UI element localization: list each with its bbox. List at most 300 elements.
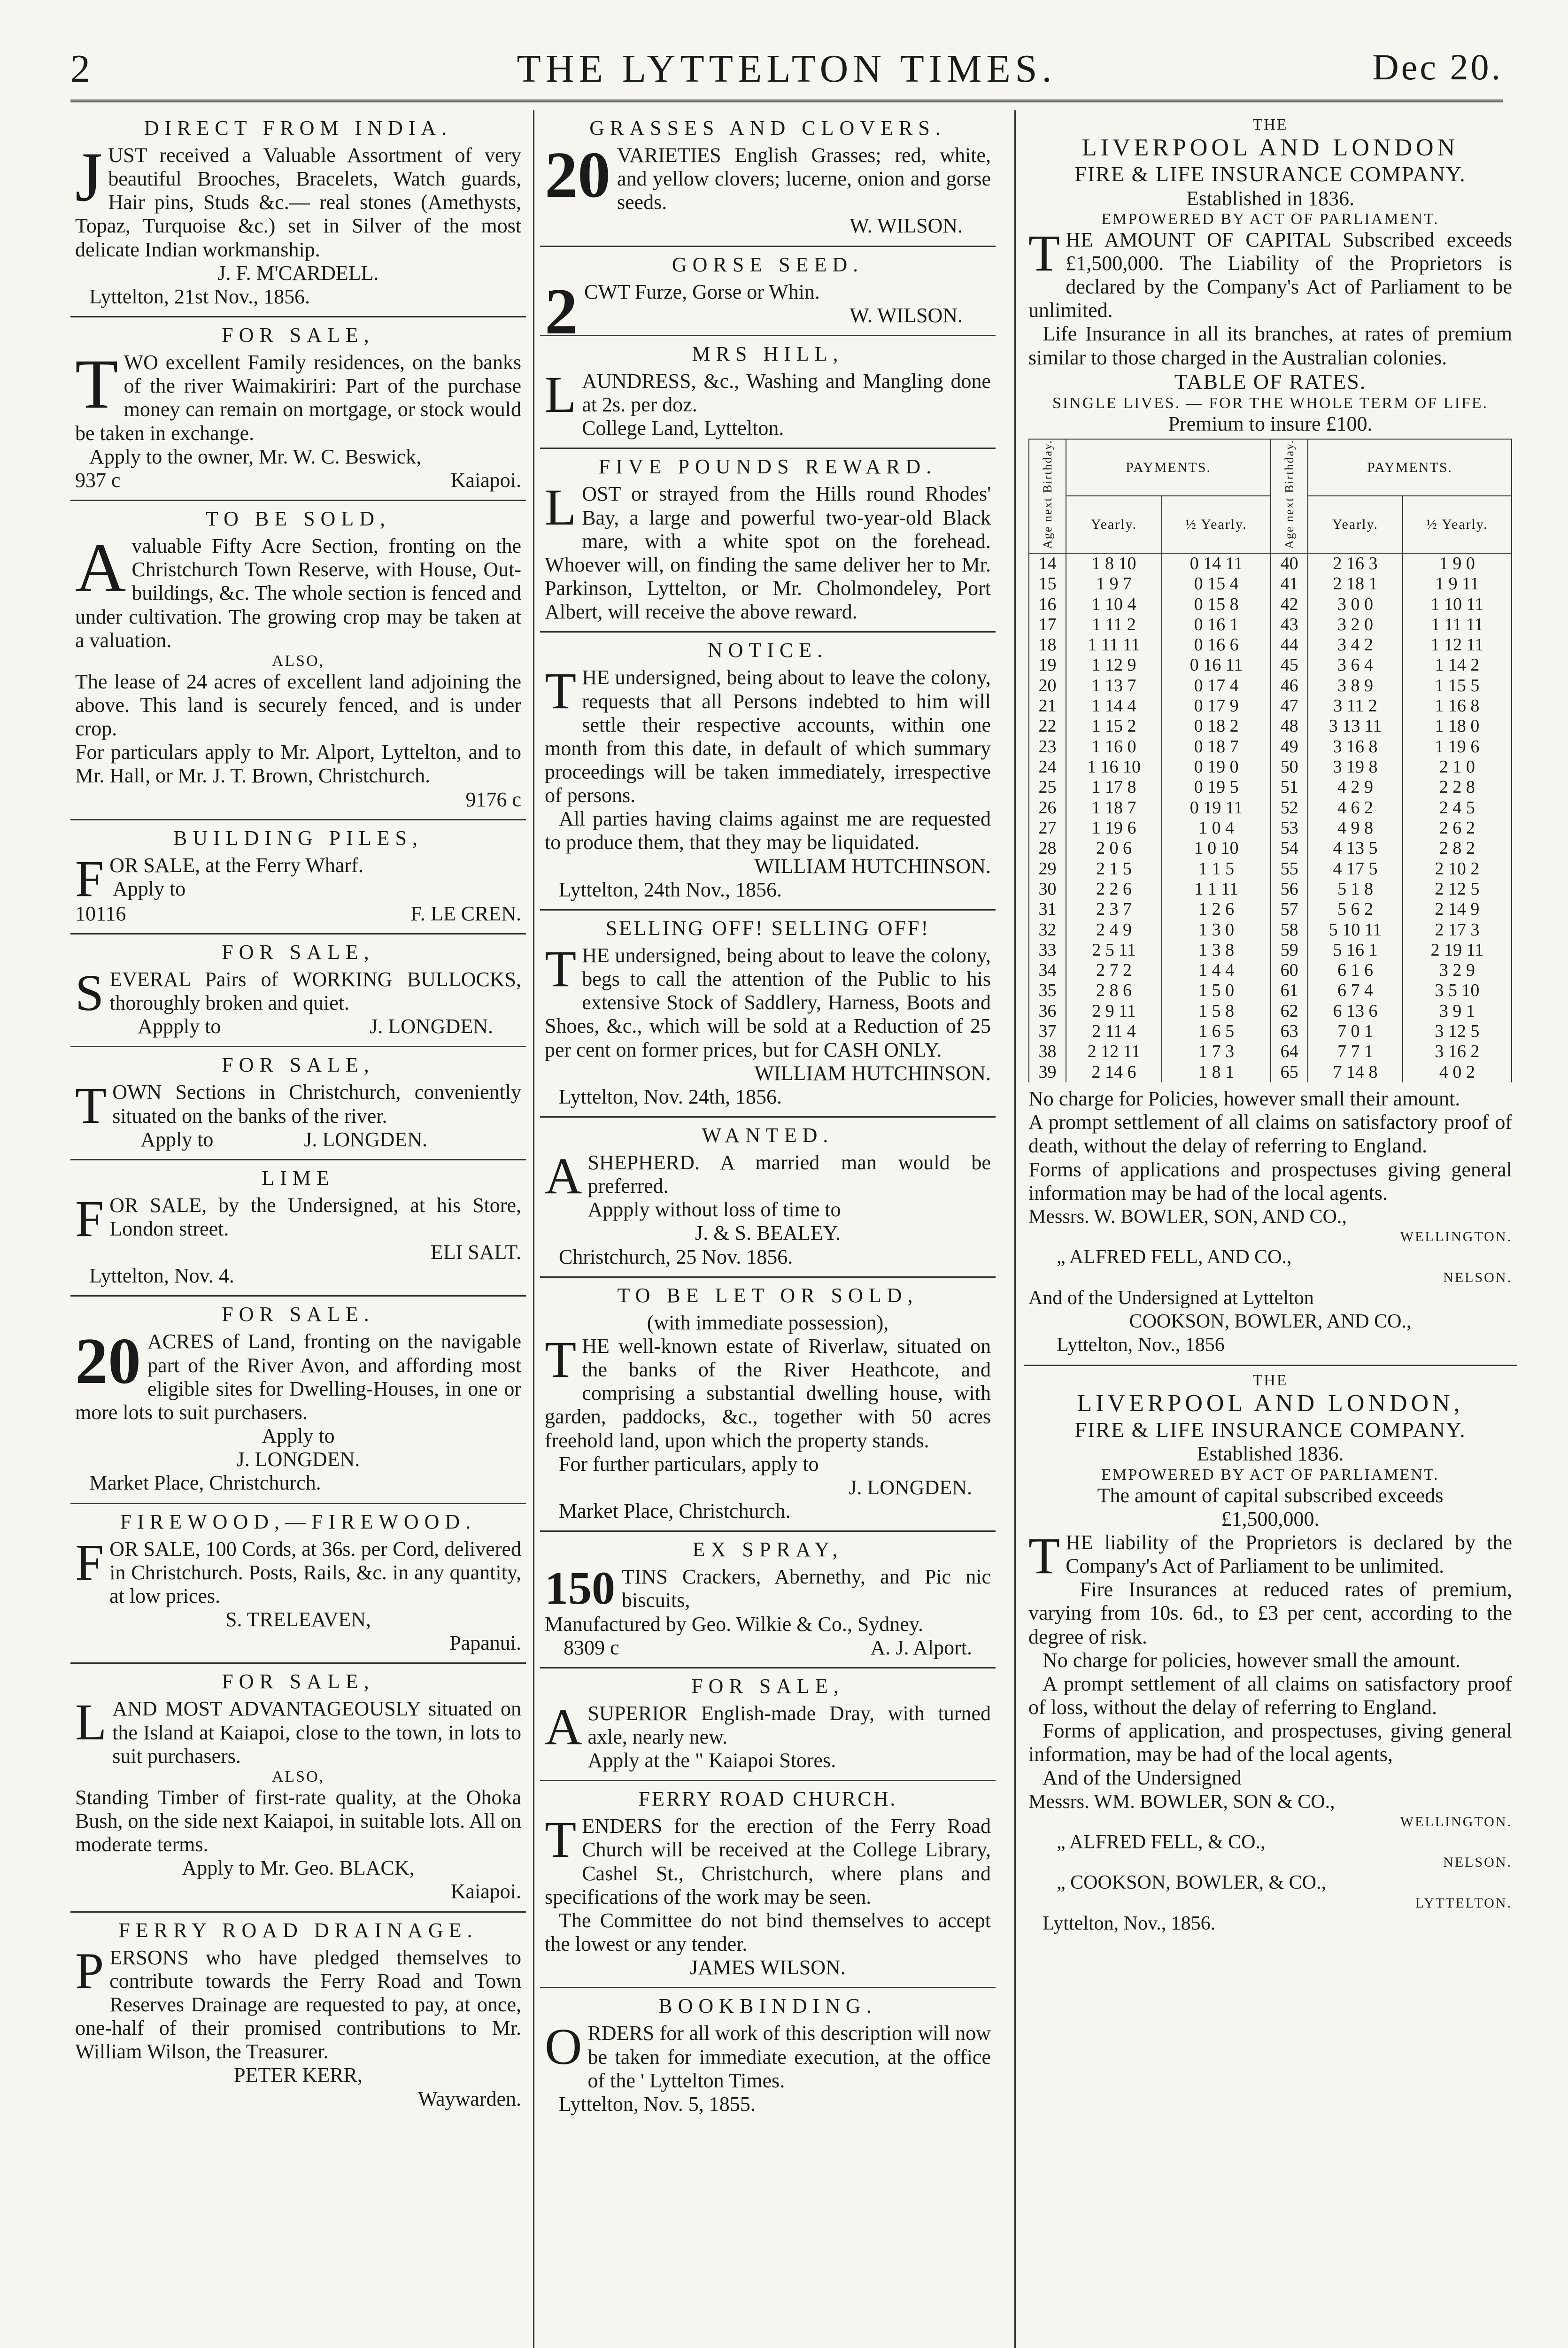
half-yearly-cell: 1 1 5 [1162,859,1271,879]
age-cell: 49 [1271,737,1308,757]
rates-row [1029,777,1512,797]
advert-address: Market Place, Christchurch. [559,1499,791,1523]
yearly-cell: 1 12 9 [1066,655,1162,675]
advert-heading: FOR SALE, [222,940,375,964]
advert-body: VARIETIES English Grasses; red, white, and yellow clovers; lucerne, onion and gorse seeds. [617,144,991,214]
half-yearly-cell: 1 9 0 [1403,553,1512,574]
half-yearly-cell: 1 18 0 [1403,716,1512,736]
yearly-cell: 1 16 10 [1066,757,1162,777]
half-yearly-cell: 4 0 2 [1403,1062,1512,1082]
advert-body: TINS Crackers, Abernethy, and Pic nic biscuits, [622,1565,991,1612]
half-yearly-cell: 1 3 0 [1162,920,1271,940]
advert-dateline: Lyttelton, Nov. 5, 1855. [559,2092,756,2116]
advert-signature: S. TRELEAVEN, [225,1608,371,1631]
age-cell: 63 [1271,1021,1308,1042]
advert-body: For further particulars, apply to [559,1452,819,1475]
table-premium: Premium to insure £100. [1168,412,1373,435]
advert-heading: FOR SALE, [691,1674,844,1698]
payments-header: PAYMENTS. [1066,439,1271,496]
age-cell: 57 [1271,899,1308,919]
advert-grasses-and-clovers [540,110,996,246]
table-subtitle: SINGLE LIVES. — FOR THE WHOLE TERM OF LIFE. [1052,394,1488,412]
age-cell: 43 [1271,615,1308,635]
advert-body: AUNDRESS, &c., Washing and Mangling done at 2s. per doz. [582,369,991,417]
rates-row [1029,1001,1512,1021]
drop-cap: F [75,1189,104,1247]
advert-body: OWN Sections in Christchurch, conveniently situated on the banks of the river. [112,1081,521,1128]
half-yearly-cell: 2 6 2 [1403,818,1512,838]
yearly-cell: 5 1 8 [1308,879,1403,899]
advert-heading: DIRECT FROM INDIA. [144,116,453,139]
half-yearly-cell: 1 1 11 [1162,879,1271,899]
rates-row [1029,981,1512,1001]
yearly-cell: 7 0 1 [1308,1021,1403,1042]
yearly-cell: 3 4 2 [1308,635,1403,655]
half-yearly-cell: 3 12 5 [1403,1021,1512,1042]
advert-body: HE well-known estate of Riverlaw, situated on the banks of the River Heathcote, and comprising a substantial dwelling house, with garden, paddocks, &c., together with 50 acres freehold land, upon which the property stands. [545,1334,991,1452]
drop-cap: A [545,1147,582,1205]
advert-signature: PETER KERR, [234,2063,363,2087]
advert-signature: W. WILSON. [850,214,963,238]
page-number: 2 [70,47,90,91]
half-yearly-cell: 1 7 3 [1162,1042,1271,1062]
rates-table [1028,439,1512,1082]
advert-heading: TO BE SOLD, [206,507,391,531]
age-cell: 44 [1271,635,1308,655]
half-yearly-cell: 0 15 8 [1162,595,1271,615]
half-yearly-cell: 2 4 5 [1403,798,1512,818]
half-yearly-cell: 3 16 2 [1403,1042,1512,1062]
advert-heading: LIVERPOOL AND LONDON, [1077,1390,1464,1417]
age-cell: 16 [1029,595,1066,615]
advert-heading: NOTICE. [707,639,828,662]
advert-place: Kaiapoi. [450,468,521,492]
advert-for-sale-residences [70,316,526,500]
advert-body: Apply at the " Kaiapoi Stores. [587,1749,836,1772]
rates-row [1029,574,1512,594]
half-yearly-cell: 2 17 3 [1403,920,1512,940]
half-yearly-cell: 2 1 0 [1403,757,1512,777]
rates-row [1029,859,1512,879]
advert-body: OR SALE, by the Undersigned, at his Store, London street. [109,1193,521,1240]
age-cell: 42 [1271,595,1308,615]
rates-row [1029,655,1512,675]
rates-row [1029,676,1512,696]
advert-land-kaiapoi [70,1662,526,1911]
age-cell: 22 [1029,716,1066,736]
yearly-header: Yearly. [1066,496,1162,553]
drop-cap: F [75,850,104,907]
authority-line: EMPOWERED BY ACT OF PARLIAMENT. [1101,1466,1439,1483]
age-cell: 55 [1271,859,1308,879]
yearly-cell: 1 9 7 [1066,574,1162,594]
advert-ref: 9176 c [465,788,521,811]
lead-number: 150 [545,1562,615,1614]
yearly-cell: 5 16 1 [1308,940,1403,960]
rates-row [1029,635,1512,655]
advert-body: ENDERS for the erection of the Ferry Road Church will be received at the College Library, Cashel St., Christchurch, where plans and specifications of the work may be seen. [545,1815,991,1908]
advert-dateline: Christchurch, 25 Nov. 1856. [559,1245,793,1268]
advert-place: Kaiapoi. [450,1880,521,1903]
advert-heading: FIVE POUNDS REWARD. [598,455,937,479]
advert-body: The lease of 24 acres of excellent land adjoining the above. This land is securely fenced, and is under crop. [75,670,521,741]
advert-body: A prompt settlement of all claims on satisfactory proof of loss, without the delay of referring to England. [1028,1672,1512,1719]
advert-body: All parties having claims against me are requested to produce them, that they may be liquidated. [545,807,991,854]
rates-row [1029,899,1512,919]
yearly-cell: 2 7 2 [1066,960,1162,981]
rates-row [1029,1021,1512,1042]
age-cell: 37 [1029,1021,1066,1042]
advert-body: CWT Furze, Gorse or Whin. [584,280,820,303]
half-yearly-cell: 1 5 8 [1162,1001,1271,1021]
drop-cap: T [545,1811,577,1869]
advert-signature: ELI SALT. [430,1241,521,1264]
drop-cap: T [1028,224,1060,282]
age-cell: 60 [1271,960,1308,981]
yearly-cell: 1 17 8 [1066,777,1162,797]
advert-apply: Apply to [140,1128,214,1151]
advert-selling-off [540,909,996,1116]
age-cell: 38 [1029,1042,1066,1062]
advert-ex-spray [540,1530,996,1667]
lead-number: 20 [545,139,610,211]
advert-heading: FOR SALE, [222,324,375,347]
half-yearly-cell: 2 14 9 [1403,899,1512,919]
advert-subheading: (with immediate possession), [647,1311,889,1334]
age-cell: 53 [1271,818,1308,838]
yearly-cell: 4 9 8 [1308,818,1403,838]
half-yearly-cell: 2 12 5 [1403,879,1512,899]
advert-heading: BUILDING PILES, [173,826,423,850]
column-1 [70,110,526,2348]
age-cell: 23 [1029,737,1066,757]
advert-dateline: Lyttelton, Nov., 1856 [1057,1334,1225,1356]
yearly-cell: 1 11 11 [1066,635,1162,655]
half-yearly-cell: 0 19 5 [1162,777,1271,797]
agent-entry: Messrs. WM. BOWLER, SON & CO., WELLINGTON. [1028,1791,1512,1830]
yearly-cell: 3 16 8 [1308,737,1403,757]
half-yearly-cell: 1 11 11 [1403,615,1512,635]
age-cell: 33 [1029,940,1066,960]
half-yearly-header: ½ Yearly. [1403,496,1512,553]
yearly-cell: 2 2 6 [1066,879,1162,899]
age-cell: 35 [1029,981,1066,1001]
age-cell: 64 [1271,1042,1308,1062]
age-header: Age next Birthday. [1029,439,1066,553]
advert-body: WO excellent Family residences, on the banks of the river Waimakiriri: Part of the purchase money can remain on mortgage, or stock would be taken in exchange. [75,351,521,445]
drop-cap: L [75,1693,107,1751]
yearly-cell: 1 10 4 [1066,595,1162,615]
advert-kicker: THE [1252,116,1288,133]
advert-body: Forms of application, and prospectuses, giving general information, may be had of the local agents, [1028,1719,1512,1766]
yearly-cell: 3 8 9 [1308,676,1403,696]
half-yearly-cell: 1 5 0 [1162,981,1271,1001]
advert-body: A prompt settlement of all claims on satisfactory proof of death, without the delay of referring to England. [1028,1111,1512,1158]
yearly-cell: 1 8 10 [1066,553,1162,574]
established-line: Established 1836. [1197,1442,1344,1466]
payments-header: PAYMENTS. [1308,439,1512,496]
advert-name: F. LE CREN. [410,902,521,925]
yearly-cell: 2 18 1 [1308,574,1403,594]
advert-body: Fire Insurances at reduced rates of premium, varying from 10s. 6d., to £3 per cent, according to the degree of risk. [1028,1578,1512,1648]
age-cell: 52 [1271,798,1308,818]
authority-line: EMPOWERED BY ACT OF PARLIAMENT. [1101,210,1439,228]
advert-heading: FERRY ROAD DRAINAGE. [118,1918,478,1942]
drop-cap: F [75,1533,104,1591]
yearly-cell: 6 13 6 [1308,1001,1403,1021]
half-yearly-cell: 1 15 5 [1403,676,1512,696]
advert-lime [70,1159,526,1296]
yearly-cell: 2 9 11 [1066,1001,1162,1021]
yearly-cell: 3 13 11 [1308,716,1403,736]
capital-amount: £1,500,000. [1221,1507,1320,1530]
age-cell: 30 [1029,879,1066,899]
rates-row [1029,1042,1512,1062]
advert-ref: 10116 [75,902,126,925]
rates-row [1029,818,1512,838]
rates-row [1029,920,1512,940]
age-cell: 25 [1029,777,1066,797]
lead-number: 2 [545,275,578,348]
half-yearly-header: ½ Yearly. [1162,496,1271,553]
age-cell: 17 [1029,615,1066,635]
advert-name: J. LONGDEN. [304,1128,427,1151]
advert-working-bullocks [70,933,526,1046]
half-yearly-cell: 1 0 4 [1162,818,1271,838]
advert-body: SUPERIOR English-made Dray, with turned axle, nearly new. [587,1701,991,1748]
half-yearly-cell: 0 17 9 [1162,696,1271,716]
advert-body: The Committee do not bind themselves to accept the lowest or any tender. [545,1908,991,1956]
newspaper-title: THE LYTTELTON TIMES. [517,47,1057,91]
advert-heading: BOOKBINDING. [658,1994,877,2018]
advert-dateline: Lyttelton, 24th Nov., 1856. [559,878,782,901]
age-cell: 58 [1271,920,1308,940]
yearly-cell: 3 19 8 [1308,757,1403,777]
yearly-cell: 2 5 11 [1066,940,1162,960]
advert-signature: Apply to [262,1424,335,1448]
advert-dateline: Lyttelton, Nov. 4. [89,1264,234,1288]
age-cell: 61 [1271,981,1308,1001]
drop-cap: O [545,2018,582,2076]
half-yearly-cell: 2 2 8 [1403,777,1512,797]
drop-cap: A [75,529,126,607]
advert-liverpool-london-life [1024,110,1517,1365]
rates-row [1029,879,1512,899]
age-cell: 18 [1029,635,1066,655]
advert-address: Market Place, Christchurch. [89,1471,321,1495]
column-divider [1014,110,1016,2348]
advert-apply: Appply to [138,1015,221,1038]
age-cell: 65 [1271,1062,1308,1082]
age-cell: 41 [1271,574,1308,594]
advert-signature: J. LONGDEN. [849,1475,972,1499]
half-yearly-cell: 0 17 4 [1162,676,1271,696]
half-yearly-cell: 1 3 8 [1162,940,1271,960]
advert-signature: J. & S. BEALEY. [695,1221,841,1245]
drop-cap: L [545,479,577,536]
age-cell: 51 [1271,777,1308,797]
advert-dateline: Lyttelton, Nov. 24th, 1856. [559,1085,782,1108]
advert-name: A. J. Alport. [870,1636,972,1659]
table-title: TABLE OF RATES. [1174,369,1367,394]
advert-address: College Land, Lyttelton. [582,417,784,440]
yearly-cell: 2 4 9 [1066,920,1162,940]
yearly-cell: 1 11 2 [1066,615,1162,635]
rates-row [1029,696,1512,716]
yearly-cell: 1 15 2 [1066,716,1162,736]
age-cell: 15 [1029,574,1066,594]
advert-firewood [70,1503,526,1663]
advert-subheading: FIRE & LIFE INSURANCE COMPANY. [1074,162,1466,186]
half-yearly-cell: 2 10 2 [1403,859,1512,879]
advert-body: Manufactured by Geo. Wilkie & Co., Sydney. [545,1612,923,1636]
rates-row [1029,1062,1512,1082]
advert-body: RDERS for all work of this description will now be taken for immediate execution, at the office of the ' Lyttelton Times. [587,2022,991,2092]
age-cell: 20 [1029,676,1066,696]
half-yearly-cell: 0 16 11 [1162,655,1271,675]
half-yearly-cell: 1 14 2 [1403,655,1512,675]
half-yearly-cell: 1 8 1 [1162,1062,1271,1082]
rates-row [1029,757,1512,777]
rates-row [1029,595,1512,615]
drop-cap: T [545,1330,577,1388]
advert-notice [540,631,996,909]
half-yearly-cell: 1 0 10 [1162,838,1271,858]
advert-heading: MRS HILL, [692,342,844,365]
rates-row [1029,838,1512,858]
advert-signature: W. WILSON. [850,303,963,327]
agent-entry: COOKSON, BOWLER, AND CO., [1129,1310,1412,1332]
advert-body: OST or strayed from the Hills round Rhodes' Bay, a large and powerful two-year-old Black mare, with a white spot on the forehead. Whoever will, on finding the same deliver her to Mr. Parkinson, Lyttelton, or Mr. Cholmondeley, Port Albert, will receive the above reward. [545,482,991,624]
capital-line: The amount of capital subscribed exceeds [1097,1483,1444,1507]
rates-row [1029,615,1512,635]
yearly-cell: 1 14 4 [1066,696,1162,716]
half-yearly-cell: 0 19 11 [1162,798,1271,818]
age-cell: 29 [1029,859,1066,879]
age-cell: 26 [1029,798,1066,818]
yearly-cell: 3 0 0 [1308,595,1403,615]
half-yearly-cell: 1 12 11 [1403,635,1512,655]
half-yearly-cell: 0 16 1 [1162,615,1271,635]
advert-body: ACRES of Land, fronting on the navigable part of the River Avon, and affording most eligible sites for Dwelling-Houses, in one or more lots to suit purchasers. [75,1330,521,1424]
advert-body: valuable Fifty Acre Section, fronting on the Christchurch Town Reserve, with House, Out-buildings, &c. The whole section is fenced and under cultivation. The growing crop may be taken at a valuation. [75,534,521,652]
age-cell: 19 [1029,655,1066,675]
yearly-cell: 3 2 0 [1308,615,1403,635]
column-3 [1024,110,1517,2348]
agent-entry: Messrs. W. BOWLER, SON, AND CO., WELLINGTON. [1028,1205,1512,1245]
age-cell: 36 [1029,1001,1066,1021]
advert-body: Life Insurance in all its branches, at rates of premium similar to those charged in the Australian colonies. [1028,322,1512,369]
advert-signature: Apply to [113,877,186,900]
advert-ref: 937 c [75,468,121,492]
advert-heading: TO BE LET OR SOLD, [617,1283,919,1307]
yearly-cell: 4 2 9 [1308,777,1403,797]
half-yearly-cell: 1 6 5 [1162,1021,1271,1042]
advert-body: HE liability of the Proprietors is declared by the Company's Act of Parliament to be unlimited. [1066,1530,1512,1578]
advert-dateline: Lyttelton, Nov., 1856. [1043,1912,1216,1934]
half-yearly-cell: 3 9 1 [1403,1001,1512,1021]
age-cell: 46 [1271,676,1308,696]
rates-row [1029,553,1512,574]
age-cell: 50 [1271,757,1308,777]
column-2 [540,110,996,2348]
agent-entry: And of the Undersigned at Lyttelton [1028,1287,1314,1309]
yearly-cell: 2 3 7 [1066,899,1162,919]
agent-entry: „ ALFRED FELL, & CO., NELSON. [1057,1831,1512,1870]
yearly-cell: 1 16 0 [1066,737,1162,757]
masthead [70,46,1503,98]
age-cell: 34 [1029,960,1066,981]
rates-row [1029,737,1512,757]
rates-row [1029,716,1512,736]
yearly-cell: 1 18 7 [1066,798,1162,818]
drop-cap: T [1028,1527,1060,1584]
rates-row [1029,798,1512,818]
advert-heading: WANTED. [702,1124,834,1147]
yearly-cell: 2 14 6 [1066,1062,1162,1082]
half-yearly-cell: 1 9 11 [1403,574,1512,594]
advert-heading: GORSE SEED. [672,253,864,276]
advert-body: HE undersigned, being about to leave the colony, begs to call the attention of the Public to his extensive Stock of Saddlery, Harness, Boots and Shoes, &c., which will be sold at a Reduction of 25 per cent on former prices, but for CASH ONLY. [545,943,991,1061]
rates-row [1029,960,1512,981]
yearly-cell: 3 11 2 [1308,696,1403,716]
agent-entry: „ COOKSON, BOWLER, & CO., LYTTELTON. [1057,1872,1512,1911]
advert-body: HE AMOUNT OF CAPITAL Subscribed exceeds £1,500,000. The Liability of the Proprietors is declared by the Company's Act of Parliament to be unlimited. [1028,228,1512,322]
issue-date: Dec 20. [1372,46,1503,87]
age-cell: 47 [1271,696,1308,716]
age-cell: 24 [1029,757,1066,777]
established-line: Established in 1836. [1186,186,1355,210]
advert-heading: FERRY ROAD CHURCH. [638,1787,897,1811]
age-cell: 54 [1271,838,1308,858]
yearly-cell: 6 7 4 [1308,981,1403,1001]
yearly-cell: 5 6 2 [1308,899,1403,919]
drop-cap: S [75,964,104,1021]
advert-subheading: FIRE & LIFE INSURANCE COMPANY. [1074,1417,1466,1442]
advert-to-be-sold [70,500,526,819]
advert-heading: FIREWOOD,—FIREWOOD. [120,1510,477,1533]
advert-heading: FOR SALE, [222,1670,375,1693]
age-cell: 21 [1029,696,1066,716]
age-cell: 32 [1029,920,1066,940]
yearly-cell: 2 16 3 [1308,553,1403,574]
age-cell: 28 [1029,838,1066,858]
advert-signature: WILLIAM HUTCHINSON. [754,1061,991,1085]
advert-heading: LIME [262,1166,335,1189]
yearly-cell: 3 6 4 [1308,655,1403,675]
advert-body: No charge for Policies, however small their amount. [1028,1087,1460,1111]
drop-cap: L [545,365,577,423]
advert-body: And of the Undersigned [1043,1766,1242,1790]
advert-body: Standing Timber of first-rate quality, at the Ohoka Bush, on the side next Kaiapoi, in suitable lots. All on moderate terms. [75,1785,521,1856]
drop-cap: T [75,1077,107,1135]
advert-title: Waywarden. [417,2087,521,2110]
half-yearly-cell: 0 18 7 [1162,737,1271,757]
advert-name: J. LONGDEN. [236,1448,360,1471]
half-yearly-cell: 3 2 9 [1403,960,1512,981]
age-cell: 14 [1029,553,1066,574]
yearly-cell: 1 19 6 [1066,818,1162,838]
half-yearly-cell: 3 5 10 [1403,981,1512,1001]
also-label: ALSO, [271,652,325,670]
yearly-cell: 5 10 11 [1308,920,1403,940]
advert-body: ERSONS who have pledged themselves to contribute towards the Ferry Road and Town Reserves Drainage are requested to pay, at once, one-half of their promised contributions to Mr. William Wilson, the Treasurer. [75,1946,521,2063]
age-cell: 31 [1029,899,1066,919]
advert-wanted [540,1116,996,1276]
drop-cap: T [545,940,577,997]
advert-liverpool-london-fire [1024,1365,1517,1943]
drop-cap: A [545,1698,582,1755]
